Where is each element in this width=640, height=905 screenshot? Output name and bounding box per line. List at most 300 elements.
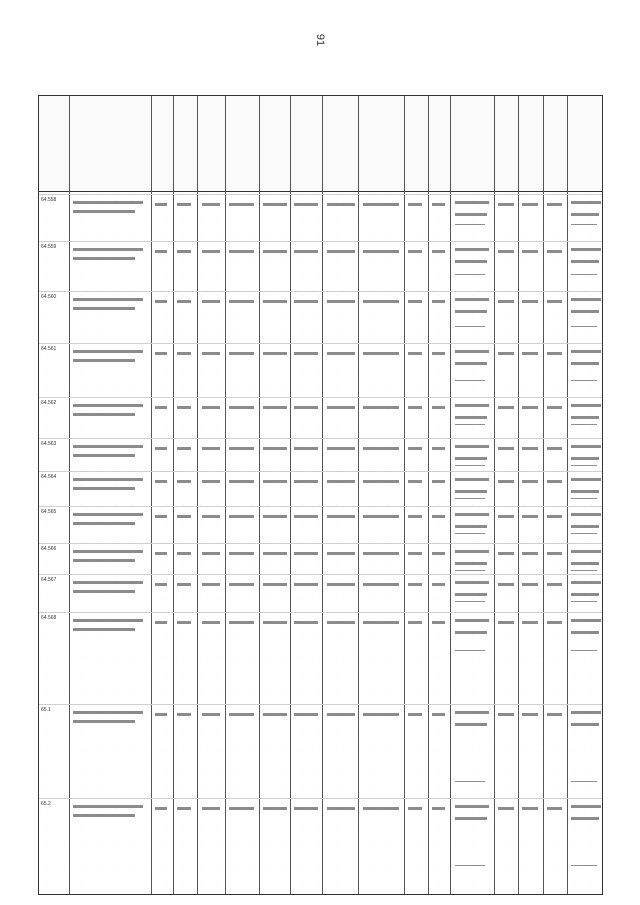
illegible-text-line: [294, 552, 318, 555]
illegible-text-line: [294, 480, 318, 483]
row-code: 64.563: [41, 441, 57, 447]
illegible-text-line: [498, 406, 514, 409]
illegible-text-line: [455, 805, 489, 808]
illegible-text-line: [498, 807, 514, 810]
illegible-text-line: [294, 583, 318, 586]
illegible-text-line: [177, 583, 191, 586]
illegible-text-line: [229, 515, 254, 518]
illegible-text-line: [202, 583, 220, 586]
illegible-text-line: [73, 522, 135, 525]
illegible-text-line: [73, 487, 135, 490]
illegible-text-line: [327, 300, 355, 303]
illegible-text-line: [177, 621, 191, 624]
illegible-text-line: [363, 552, 399, 555]
illegible-text-line: [155, 300, 167, 303]
illegible-text-line: [455, 581, 489, 584]
illegible-text-line: [455, 310, 487, 313]
illegible-text-line: [432, 480, 445, 483]
illegible-text-line: [73, 445, 143, 448]
illegible-text-line: [327, 807, 355, 810]
illegible-text-line: [547, 203, 562, 206]
numeric-value-block: [455, 224, 485, 236]
illegible-text-line: [498, 250, 514, 253]
illegible-text-line: [155, 352, 167, 355]
illegible-text-line: [177, 203, 191, 206]
illegible-text-line: [155, 713, 167, 716]
illegible-text-line: [571, 490, 599, 493]
illegible-text-line: [432, 352, 445, 355]
illegible-text-line: [455, 445, 489, 448]
table-row: [39, 798, 602, 882]
illegible-text-line: [155, 406, 167, 409]
illegible-text-line: [155, 480, 167, 483]
illegible-text-line: [202, 352, 220, 355]
illegible-text-line: [73, 478, 143, 481]
illegible-text-line: [432, 203, 445, 206]
illegible-text-line: [571, 631, 599, 634]
numeric-value-block: [455, 274, 485, 286]
illegible-text-line: [432, 807, 445, 810]
illegible-text-line: [327, 713, 355, 716]
illegible-text-line: [547, 250, 562, 253]
illegible-text-line: [571, 562, 599, 565]
illegible-text-line: [294, 300, 318, 303]
numeric-value-block: [571, 781, 597, 793]
illegible-text-line: [432, 300, 445, 303]
row-code: 64.566: [41, 546, 57, 552]
illegible-text-line: [432, 621, 445, 624]
illegible-text-line: [229, 300, 254, 303]
illegible-text-line: [498, 583, 514, 586]
illegible-text-line: [263, 807, 287, 810]
illegible-text-line: [432, 406, 445, 409]
illegible-text-line: [155, 621, 167, 624]
illegible-text-line: [455, 490, 487, 493]
illegible-text-line: [455, 619, 489, 622]
illegible-text-line: [327, 515, 355, 518]
numeric-value-block: [455, 326, 485, 338]
illegible-text-line: [73, 248, 143, 251]
illegible-text-line: [363, 352, 399, 355]
illegible-text-line: [432, 713, 445, 716]
illegible-text-line: [455, 817, 487, 820]
illegible-text-line: [408, 352, 422, 355]
illegible-text-line: [432, 583, 445, 586]
illegible-text-line: [155, 552, 167, 555]
numeric-value-block: [571, 650, 597, 662]
illegible-text-line: [498, 447, 514, 450]
numeric-value-block: [571, 865, 597, 877]
illegible-text-line: [73, 298, 143, 301]
illegible-text-line: [547, 807, 562, 810]
illegible-text-line: [229, 447, 254, 450]
illegible-text-line: [571, 817, 599, 820]
illegible-text-line: [408, 515, 422, 518]
illegible-text-line: [73, 711, 143, 714]
illegible-text-line: [571, 260, 599, 263]
illegible-text-line: [455, 513, 489, 516]
illegible-text-line: [202, 515, 220, 518]
table-row: [39, 471, 602, 506]
illegible-text-line: [408, 300, 422, 303]
row-code: 64.564: [41, 474, 57, 480]
illegible-text-line: [571, 248, 601, 251]
illegible-text-line: [202, 621, 220, 624]
illegible-text-line: [522, 713, 538, 716]
illegible-text-line: [571, 457, 599, 460]
row-code: 64.559: [41, 244, 57, 250]
header-col-11: [404, 102, 428, 180]
illegible-text-line: [522, 552, 538, 555]
table-row: [39, 241, 602, 291]
illegible-text-line: [498, 713, 514, 716]
illegible-text-line: [73, 201, 143, 204]
illegible-text-line: [432, 515, 445, 518]
illegible-text-line: [547, 583, 562, 586]
rotated-table-sheet: [38, 95, 603, 895]
illegible-text-line: [547, 447, 562, 450]
illegible-text-line: [522, 406, 538, 409]
illegible-text-line: [363, 515, 399, 518]
illegible-text-line: [522, 583, 538, 586]
illegible-text-line: [73, 307, 135, 310]
illegible-text-line: [432, 250, 445, 253]
illegible-text-line: [571, 416, 599, 419]
illegible-text-line: [229, 250, 254, 253]
illegible-text-line: [571, 619, 601, 622]
header-col-6: [225, 102, 259, 180]
illegible-text-line: [202, 250, 220, 253]
illegible-text-line: [432, 552, 445, 555]
illegible-text-line: [547, 515, 562, 518]
illegible-text-line: [498, 480, 514, 483]
illegible-text-line: [571, 298, 601, 301]
illegible-text-line: [547, 713, 562, 716]
illegible-text-line: [455, 562, 487, 565]
illegible-text-line: [294, 807, 318, 810]
table-row: [39, 291, 602, 343]
illegible-text-line: [73, 720, 135, 723]
illegible-text-line: [177, 807, 191, 810]
illegible-text-line: [455, 350, 489, 353]
numeric-value-block: [455, 380, 485, 392]
illegible-text-line: [73, 257, 135, 260]
illegible-text-line: [455, 404, 489, 407]
illegible-text-line: [155, 807, 167, 810]
illegible-text-line: [155, 203, 167, 206]
illegible-text-line: [363, 406, 399, 409]
illegible-text-line: [455, 593, 487, 596]
illegible-text-line: [202, 300, 220, 303]
illegible-text-line: [455, 711, 489, 714]
illegible-text-line: [363, 583, 399, 586]
illegible-text-line: [155, 583, 167, 586]
illegible-text-line: [498, 203, 514, 206]
illegible-text-line: [571, 525, 599, 528]
illegible-text-line: [263, 515, 287, 518]
illegible-text-line: [408, 552, 422, 555]
illegible-text-line: [455, 298, 489, 301]
illegible-text-line: [202, 203, 220, 206]
numeric-value-block: [571, 380, 597, 392]
illegible-text-line: [73, 359, 135, 362]
illegible-text-line: [177, 406, 191, 409]
illegible-text-line: [455, 201, 489, 204]
illegible-text-line: [73, 590, 135, 593]
illegible-text-line: [294, 447, 318, 450]
illegible-text-line: [571, 362, 599, 365]
illegible-text-line: [522, 480, 538, 483]
numeric-value-block: [455, 781, 485, 793]
illegible-text-line: [363, 250, 399, 253]
illegible-text-line: [327, 552, 355, 555]
illegible-text-line: [455, 362, 487, 365]
illegible-text-line: [229, 552, 254, 555]
illegible-text-line: [571, 513, 601, 516]
illegible-text-line: [327, 406, 355, 409]
numeric-value-block: [571, 424, 597, 436]
illegible-text-line: [177, 515, 191, 518]
illegible-text-line: [408, 250, 422, 253]
illegible-text-line: [73, 805, 143, 808]
illegible-text-line: [155, 250, 167, 253]
illegible-text-line: [327, 352, 355, 355]
illegible-text-line: [263, 203, 287, 206]
illegible-text-line: [522, 300, 538, 303]
row-code: 64.558: [41, 197, 57, 203]
row-code: 64.560: [41, 294, 57, 300]
header-col-7: [259, 102, 290, 180]
illegible-text-line: [229, 713, 254, 716]
illegible-text-line: [294, 250, 318, 253]
illegible-text-line: [363, 713, 399, 716]
illegible-text-line: [522, 621, 538, 624]
illegible-text-line: [327, 447, 355, 450]
illegible-text-line: [363, 621, 399, 624]
table-row: [39, 397, 602, 438]
illegible-text-line: [294, 621, 318, 624]
illegible-text-line: [73, 350, 143, 353]
illegible-text-line: [547, 352, 562, 355]
illegible-text-line: [327, 480, 355, 483]
illegible-text-line: [522, 515, 538, 518]
table-row: [39, 194, 602, 241]
illegible-text-line: [327, 621, 355, 624]
illegible-text-line: [547, 406, 562, 409]
table-row: [39, 343, 602, 397]
illegible-text-line: [455, 525, 487, 528]
illegible-text-line: [263, 352, 287, 355]
header-col-3: [151, 102, 173, 180]
row-code: 64.568: [41, 615, 57, 621]
illegible-text-line: [455, 248, 489, 251]
illegible-text-line: [263, 406, 287, 409]
illegible-text-line: [408, 203, 422, 206]
illegible-text-line: [229, 807, 254, 810]
illegible-text-line: [327, 250, 355, 253]
illegible-text-line: [571, 310, 599, 313]
illegible-text-line: [522, 807, 538, 810]
table-row: [39, 506, 602, 543]
illegible-text-line: [263, 447, 287, 450]
illegible-text-line: [571, 445, 601, 448]
illegible-text-line: [547, 300, 562, 303]
illegible-text-line: [73, 513, 143, 516]
header-col-14: [494, 102, 518, 180]
header-col-9: [322, 102, 358, 180]
illegible-text-line: [294, 713, 318, 716]
illegible-text-line: [522, 447, 538, 450]
numeric-value-block: [571, 326, 597, 338]
illegible-text-line: [408, 621, 422, 624]
illegible-text-line: [263, 480, 287, 483]
illegible-text-line: [363, 480, 399, 483]
numeric-value-block: [455, 424, 485, 436]
illegible-text-line: [571, 478, 601, 481]
header-col-16: [543, 102, 567, 180]
illegible-text-line: [408, 713, 422, 716]
illegible-text-line: [177, 480, 191, 483]
illegible-text-line: [229, 406, 254, 409]
illegible-text-line: [408, 583, 422, 586]
illegible-text-line: [522, 352, 538, 355]
illegible-text-line: [202, 552, 220, 555]
illegible-text-line: [547, 552, 562, 555]
illegible-text-line: [177, 447, 191, 450]
illegible-text-line: [363, 203, 399, 206]
header-col-13: [450, 102, 494, 180]
illegible-text-line: [263, 250, 287, 253]
illegible-text-line: [498, 300, 514, 303]
illegible-text-line: [294, 406, 318, 409]
illegible-text-line: [177, 713, 191, 716]
illegible-text-line: [363, 300, 399, 303]
illegible-text-line: [202, 807, 220, 810]
row-code: 64.567: [41, 577, 57, 583]
illegible-text-line: [155, 515, 167, 518]
illegible-text-line: [498, 352, 514, 355]
illegible-text-line: [294, 203, 318, 206]
illegible-text-line: [571, 723, 599, 726]
illegible-text-line: [571, 581, 601, 584]
header-col-15: [518, 102, 543, 180]
illegible-text-line: [73, 559, 135, 562]
numeric-value-block: [455, 865, 485, 877]
illegible-text-line: [571, 350, 601, 353]
illegible-text-line: [408, 406, 422, 409]
header-col-5: [197, 102, 225, 180]
illegible-text-line: [571, 593, 599, 596]
illegible-text-line: [547, 621, 562, 624]
table-row: [39, 704, 602, 798]
illegible-text-line: [263, 552, 287, 555]
header-col-2: [69, 102, 151, 180]
illegible-text-line: [294, 515, 318, 518]
illegible-text-line: [327, 203, 355, 206]
illegible-text-line: [408, 447, 422, 450]
illegible-text-line: [408, 480, 422, 483]
illegible-text-line: [73, 550, 143, 553]
illegible-text-line: [73, 454, 135, 457]
illegible-text-line: [177, 250, 191, 253]
illegible-text-line: [229, 480, 254, 483]
illegible-text-line: [498, 621, 514, 624]
illegible-text-line: [455, 631, 487, 634]
illegible-text-line: [455, 457, 487, 460]
row-code: 65.2: [41, 801, 51, 807]
illegible-text-line: [202, 713, 220, 716]
illegible-text-line: [73, 814, 135, 817]
illegible-text-line: [571, 711, 601, 714]
illegible-text-line: [73, 404, 143, 407]
illegible-text-line: [263, 583, 287, 586]
illegible-text-line: [202, 406, 220, 409]
illegible-text-line: [263, 621, 287, 624]
illegible-text-line: [73, 581, 143, 584]
illegible-text-line: [263, 713, 287, 716]
illegible-text-line: [229, 621, 254, 624]
table-row: [39, 543, 602, 574]
row-code: 64.561: [41, 346, 57, 352]
illegible-text-line: [73, 413, 135, 416]
illegible-text-line: [455, 550, 489, 553]
header-col-17: [567, 102, 603, 180]
illegible-text-line: [263, 300, 287, 303]
illegible-text-line: [571, 213, 599, 216]
illegible-text-line: [155, 447, 167, 450]
illegible-text-line: [229, 203, 254, 206]
table-row: [39, 612, 602, 667]
illegible-text-line: [327, 583, 355, 586]
illegible-text-line: [202, 480, 220, 483]
header-col-8: [290, 102, 322, 180]
header-col-1: [39, 102, 69, 180]
numeric-value-block: [571, 274, 597, 286]
page-number: 91: [314, 33, 326, 47]
illegible-text-line: [177, 552, 191, 555]
row-code: 65.1: [41, 707, 51, 713]
illegible-text-line: [363, 807, 399, 810]
illegible-text-line: [229, 583, 254, 586]
illegible-text-line: [498, 515, 514, 518]
illegible-text-line: [432, 447, 445, 450]
illegible-text-line: [177, 300, 191, 303]
illegible-text-line: [73, 210, 135, 213]
illegible-text-line: [455, 260, 487, 263]
row-code: 64.565: [41, 509, 57, 515]
header-col-4: [173, 102, 197, 180]
illegible-text-line: [571, 805, 601, 808]
illegible-text-line: [455, 478, 489, 481]
illegible-text-line: [455, 416, 487, 419]
illegible-text-line: [177, 352, 191, 355]
numeric-value-block: [455, 650, 485, 662]
illegible-text-line: [455, 213, 487, 216]
illegible-text-line: [522, 250, 538, 253]
illegible-text-line: [522, 203, 538, 206]
illegible-text-line: [202, 447, 220, 450]
illegible-text-line: [571, 550, 601, 553]
row-code: 64.562: [41, 400, 57, 406]
illegible-text-line: [408, 807, 422, 810]
illegible-text-line: [73, 628, 135, 631]
illegible-text-line: [498, 552, 514, 555]
illegible-text-line: [229, 352, 254, 355]
header-col-12: [428, 102, 450, 180]
table-row: [39, 574, 602, 612]
illegible-text-line: [73, 619, 143, 622]
table-row: [39, 438, 602, 471]
